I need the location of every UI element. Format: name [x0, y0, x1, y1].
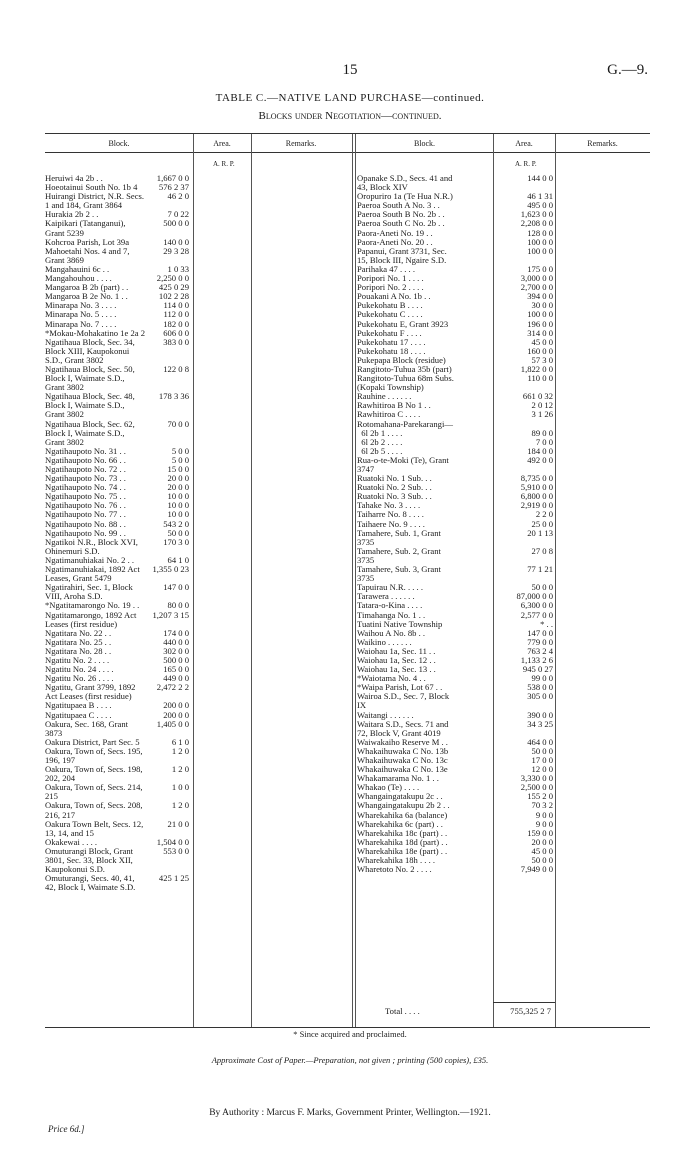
block-name: Waiohau 1a, Sec. 13 . . — [357, 664, 436, 675]
block-name: Ngatihaupoto No. 99 . . — [45, 527, 126, 538]
block-area: 538 0 0 — [527, 682, 553, 693]
block-name: Minarapa No. 3 . . . . — [45, 300, 117, 311]
block-name: Whakaihuwaka C No. 13e — [357, 764, 448, 775]
block-area: 449 0 0 — [163, 673, 189, 684]
block-name: Ngatitara No. 25 . . — [45, 636, 112, 647]
block-name: Whakaihuwaka C No. 13b — [357, 745, 449, 756]
block-area: 1,133 2 6 — [520, 654, 553, 665]
block-name: Pouakani A No. 1b . . — [357, 291, 431, 302]
units-left: A. R. P. — [213, 160, 235, 168]
block-area: 99 0 0 — [531, 673, 553, 684]
header-remarks-right: Remarks. — [587, 139, 618, 148]
block-name: Whakamarama No. 1 . . — [357, 773, 439, 784]
block-area: 500 0 0 — [163, 654, 189, 665]
block-area: 1,207 3 15 — [152, 609, 189, 620]
table-row — [357, 547, 555, 565]
block-name: Wairoa S.D., Sec. 7, Block IX — [357, 691, 450, 711]
right-column — [357, 174, 555, 874]
header-block-right: Block. — [413, 139, 436, 148]
block-area: 20 0 0 — [167, 473, 189, 484]
block-area: 102 2 28 — [158, 291, 189, 302]
block-name: Paora-Aneti No. 19 . . — [357, 227, 433, 238]
table-row — [45, 765, 251, 783]
block-area: 20 0 0 — [531, 836, 553, 847]
block-name: Rangitoto-Tuhua 68m Subs. (Kopaki Township) — [357, 373, 454, 393]
block-area: 50 0 0 — [167, 527, 189, 538]
block-area: 302 0 0 — [163, 645, 189, 656]
block-area: 10 0 0 — [167, 491, 189, 502]
block-name: Minarapa No. 7 . . . . — [45, 318, 117, 329]
block-name: Hoeotainui South No. 1b 4 — [45, 182, 138, 193]
table-title: TABLE C.—NATIVE LAND PURCHASE—continued. — [215, 92, 485, 104]
block-name: Ngatihaupoto No. 88 . . — [45, 518, 126, 529]
block-area: 6,300 0 0 — [520, 600, 553, 611]
block-name: Paeroa South C No. 2b . . — [357, 218, 445, 229]
block-area: 553 0 0 — [163, 845, 189, 856]
page-number: 15 — [342, 62, 358, 78]
block-area: 425 1 25 — [158, 873, 189, 884]
block-area: 3 1 26 — [531, 409, 553, 420]
block-area: 5,910 0 0 — [520, 482, 553, 493]
block-area: 45 0 0 — [531, 845, 553, 856]
block-area: 147 0 0 — [527, 627, 553, 638]
block-name: Ngatitu, Grant 3799, 1892 Act Leases (first residue) — [45, 682, 136, 702]
block-name: Ngatihaupoto No. 74 . . — [45, 482, 126, 493]
block-area: 2,700 0 0 — [520, 282, 553, 293]
block-area: 3,000 0 0 — [520, 273, 553, 284]
table-row — [45, 338, 251, 365]
block-name: Ngatihaupoto No. 77 . . — [45, 509, 126, 520]
block-area: 440 0 0 — [163, 636, 189, 647]
left-column — [45, 174, 251, 892]
block-name: Minarapa No. 5 . . . . — [45, 309, 117, 320]
table-row — [357, 374, 555, 392]
block-name: Waiohau 1a, Sec. 11 . . — [357, 645, 436, 656]
block-area: 779 0 0 — [527, 636, 553, 647]
block-name: Tapuirau N.R. . . . . — [357, 582, 423, 593]
block-area: 128 0 0 — [527, 227, 553, 238]
block-name: Ngatihaua Block, Sec. 34, Block XIII, Kaupokonui S.D., Grant 3802 — [45, 336, 135, 365]
column-divider — [555, 134, 556, 1027]
block-name: Parihaka 47 . . . . — [357, 263, 415, 274]
table-row — [45, 538, 251, 556]
table-row — [45, 847, 251, 874]
block-area: 314 0 0 — [527, 327, 553, 338]
table-row — [357, 692, 555, 710]
block-area: 9 0 0 — [535, 809, 553, 820]
block-name: Ngatitu No. 2 . . . . — [45, 654, 110, 665]
block-area: 2 2 0 — [535, 509, 553, 520]
block-area: 89 0 0 — [531, 427, 553, 438]
block-name: Ngatikoi N.R., Block XVI, Ohinemuri S.D. — [45, 536, 138, 556]
table-row — [45, 192, 251, 210]
table-row — [357, 865, 555, 874]
block-area: 50 0 0 — [531, 582, 553, 593]
block-area: 6,800 0 0 — [520, 491, 553, 502]
block-area: 46 2 0 — [167, 191, 189, 202]
table-header — [45, 134, 650, 153]
block-name: Opanake S.D., Secs. 41 and 43, Block XIV — [357, 173, 453, 193]
block-name: 6l 2b 5 . . . . — [357, 445, 403, 456]
block-name: Hurakia 2b 2 . . — [45, 209, 99, 220]
block-area: 394 0 0 — [527, 291, 553, 302]
block-name: Whakao (Te) . . . . — [357, 782, 420, 793]
block-area: 425 0 29 — [158, 282, 189, 293]
block-area: 184 0 0 — [527, 445, 553, 456]
block-name: Ngatimanuhiakai No. 2 . . — [45, 554, 135, 565]
block-name: Ruatoki No. 1 Sub. . . — [357, 473, 432, 484]
block-name: Ngatihaua Block, Sec. 62, Block I, Waimate S.D., Grant 3802 — [45, 418, 135, 447]
block-name: Pukekohatu C . . . . — [357, 309, 423, 320]
block-name: Oakura, Town of, Secs. 198, 202, 204 — [45, 764, 143, 784]
block-area: 576 2 37 — [158, 182, 189, 193]
block-area: 1 0 0 — [171, 782, 189, 793]
table-row — [45, 801, 251, 819]
block-name: Ngatihaupoto No. 73 . . — [45, 473, 126, 484]
block-area: 383 0 0 — [163, 336, 189, 347]
header-remarks-left: Remarks. — [285, 139, 317, 148]
block-area: 21 0 0 — [167, 818, 189, 829]
block-name: Mangahouhou . . . . — [45, 273, 112, 284]
block-name: Wharekahika 18e (part) . . — [357, 845, 448, 856]
block-area: 20 1 13 — [527, 527, 553, 538]
block-area: 390 0 0 — [527, 709, 553, 720]
block-area: 2,208 0 0 — [520, 218, 553, 229]
block-name: Ngatitara No. 22 . . — [45, 627, 112, 638]
table-row — [357, 456, 555, 474]
block-area: 9 0 0 — [535, 818, 553, 829]
header-area-left: Area. — [213, 139, 231, 148]
block-area: 2,500 0 0 — [520, 782, 553, 793]
block-name: Poripori No. 2 . . . . — [357, 282, 424, 293]
block-name: Taiharre No. 8 . . . . — [357, 509, 424, 520]
table-row — [45, 720, 251, 738]
authority-line: By Authority : Marcus F. Marks, Government Printer, Wellington.—1921. — [209, 1108, 491, 1118]
block-name: *Ngatitamarongo No. 19 . . — [45, 600, 140, 611]
table-row — [357, 565, 555, 583]
block-name: Pukekohatu 18 . . . . — [357, 345, 426, 356]
block-name: Ngatihaupoto No. 31 . . — [45, 445, 126, 456]
block-name: Ngatitu No. 24 . . . . — [45, 664, 114, 675]
block-name: Whangaingatakupu 2c . . — [357, 791, 443, 802]
block-name: Waikino . . . . . . — [357, 636, 412, 647]
block-name: Ngatitu No. 26 . . . . — [45, 673, 114, 684]
block-name: Taihaere No. 9 . . . . — [357, 518, 425, 529]
document-reference: G.—9. — [607, 62, 648, 78]
block-name: Mangaroa B 2b (part) . . — [45, 282, 129, 293]
block-name: Omuturangi, Secs. 40, 41, 42, Block I, Waimate S.D. — [45, 873, 136, 893]
table-row — [45, 219, 251, 237]
block-area: 7,949 0 0 — [520, 864, 553, 875]
table-row — [45, 583, 251, 601]
table-subtitle: Blocks under Negotiation—continued. — [258, 110, 442, 122]
block-name: Ruatoki No. 2 Sub. . . — [357, 482, 432, 493]
block-name: Rawhitiroa C . . . . — [357, 409, 421, 420]
block-area: 46 1 31 — [527, 191, 553, 202]
block-area: 305 0 0 — [527, 691, 553, 702]
block-area: 30 0 0 — [531, 300, 553, 311]
block-area: 114 0 0 — [163, 300, 189, 311]
block-area: 1 2 0 — [171, 745, 189, 756]
block-name: Tatara-o-Kina . . . . — [357, 600, 423, 611]
block-area: 763 2 4 — [527, 645, 553, 656]
block-name: Kaipikari (Tatanganui), Grant 5239 — [45, 218, 126, 238]
block-name: Oakura, Sec. 168, Grant 3873 — [45, 718, 129, 738]
block-area: 606 0 0 — [163, 327, 189, 338]
table-row — [45, 783, 251, 801]
block-area: 2 0 12 — [531, 400, 553, 411]
land-purchase-table — [45, 133, 650, 1028]
header-block-left: Block. — [108, 139, 130, 148]
block-area: 1,405 0 0 — [156, 718, 189, 729]
block-area: 1 2 0 — [171, 764, 189, 775]
block-area: 175 0 0 — [527, 263, 553, 274]
header-area-right: Area. — [515, 139, 533, 148]
block-area: 7 0 0 — [535, 436, 553, 447]
block-area: 170 3 0 — [163, 536, 189, 547]
block-name: Pukekohatu E, Grant 3923 — [357, 318, 449, 329]
table-row — [45, 565, 251, 583]
block-name: Tarawera . . . . . . — [357, 591, 415, 602]
block-area: 140 0 0 — [163, 236, 189, 247]
block-area: 29 3 28 — [163, 245, 189, 256]
block-area: 8,735 0 0 — [520, 473, 553, 484]
block-name: Tamahere, Sub. 2, Grant 3735 — [357, 545, 441, 565]
table-row — [357, 174, 555, 192]
block-name: Pukekohatu 17 . . . . — [357, 336, 426, 347]
block-area: 87,000 0 0 — [516, 591, 553, 602]
block-area: 2,472 2 2 — [156, 682, 189, 693]
table-row — [45, 874, 251, 892]
block-name: Ruatoki No. 3 Sub. . . — [357, 491, 432, 502]
block-name: Huirangi District, N.R. Secs. 1 and 184, Grant 3864 — [45, 191, 145, 211]
block-name: Tamahere, Sub. 1, Grant 3735 — [357, 527, 441, 547]
block-area: 155 2 0 — [527, 791, 553, 802]
table-row — [45, 365, 251, 392]
block-name: Mahoetahi Nos. 4 and 7, Grant 3869 — [45, 245, 130, 265]
block-name: Ngatimanuhiakai, 1892 Act Leases, Grant 5479 — [45, 564, 140, 584]
table-row — [45, 420, 251, 447]
block-area: 70 0 0 — [167, 418, 189, 429]
block-name: Whangaingatakupu 2b 2 . . — [357, 800, 450, 811]
block-name: Ngatitupaea C . . . . — [45, 709, 112, 720]
block-area: 5 0 0 — [171, 445, 189, 456]
block-area: 34 3 25 — [527, 718, 553, 729]
block-name: Wharekahika 6a (balance) — [357, 809, 448, 820]
table-row — [45, 820, 251, 838]
block-area: 57 3 0 — [531, 354, 553, 365]
block-name: Paora-Aneti No. 20 . . — [357, 236, 433, 247]
block-name: *Waiotama No. 4 . . — [357, 673, 426, 684]
block-area: 112 0 0 — [163, 309, 189, 320]
block-area: 3,330 0 0 — [520, 773, 553, 784]
table-row — [45, 611, 251, 629]
block-name: Kohcroa Parish, Lot 39a — [45, 236, 130, 247]
block-name: Rangitoto-Tuhua 35b (part) — [357, 363, 452, 374]
block-area: 144 0 0 — [527, 173, 553, 183]
block-name: Oakura Town Belt, Secs. 12, 13, 14, and 15 — [45, 818, 144, 838]
table-row — [357, 247, 555, 265]
table-row — [45, 747, 251, 765]
block-name: 6l 2b 2 . . . . — [357, 436, 403, 447]
block-name: Ngatitamarongo, 1892 Act Leases (first residue) — [45, 609, 137, 629]
block-area: 1,822 0 0 — [520, 363, 553, 374]
block-area: 10 0 0 — [167, 509, 189, 520]
block-area: 100 0 0 — [527, 245, 553, 256]
block-area: 1,504 0 0 — [156, 836, 189, 847]
block-name: 6l 2b 1 . . . . — [357, 427, 403, 438]
block-area: 495 0 0 — [527, 200, 553, 211]
center-double-divider — [352, 134, 356, 1027]
block-area: 159 0 0 — [527, 827, 553, 838]
block-name: Ngatihaupoto No. 72 . . — [45, 464, 126, 474]
block-area: 77 1 21 — [527, 564, 553, 575]
block-area: 543 2 0 — [163, 518, 189, 529]
block-name: Ngatitupaea B . . . . — [45, 700, 112, 711]
price-note: Price 6d.] — [48, 1124, 85, 1134]
block-area: 110 0 0 — [527, 373, 553, 384]
block-name: Waitangi . . . . . . — [357, 709, 414, 720]
table-row — [357, 720, 555, 738]
block-area: 64 1 0 — [167, 554, 189, 565]
block-area: 160 0 0 — [527, 345, 553, 356]
block-name: Ngatirahiri, Sec. 1, Block VIII, Aroha S.D. — [45, 582, 133, 602]
block-area: 80 0 0 — [167, 600, 189, 611]
block-name: Wharekahika 6c (part) . . — [357, 818, 443, 829]
table-row — [45, 392, 251, 419]
block-area: 5 0 0 — [171, 454, 189, 465]
block-name: Waitara S.D., Secs. 71 and 72, Block V, Grant 4019 — [357, 718, 449, 738]
block-area: 1 2 0 — [171, 800, 189, 811]
block-area: 178 3 36 — [158, 391, 189, 402]
block-name: Oakura, Town of, Secs. 208, 216, 217 — [45, 800, 143, 820]
block-area: 1,623 0 0 — [520, 209, 553, 220]
block-area: 174 0 0 — [163, 627, 189, 638]
block-name: Poripori No. 1 . . . . — [357, 273, 424, 284]
block-area: 7 0 22 — [167, 209, 189, 220]
block-area: 70 3 2 — [531, 800, 553, 811]
block-area: 945 0 27 — [522, 664, 553, 675]
total-label: Total . . . . — [385, 1006, 420, 1016]
block-name: Oakura, Town of, Secs. 214, 215 — [45, 782, 143, 802]
block-name: Paeroa South A No. 3 . . — [357, 200, 440, 211]
block-area: 6 1 0 — [171, 736, 189, 747]
block-name: Rua-o-te-Moki (Te), Grant 3747 — [357, 454, 449, 474]
block-area: 27 0 8 — [531, 545, 553, 556]
block-name: Rotomahana-Parekarangi— — [357, 418, 453, 429]
block-area: 20 0 0 — [167, 482, 189, 493]
units-right: A. R. P. — [515, 160, 537, 168]
block-name: Mangahauini 6c . . — [45, 263, 110, 274]
column-divider — [251, 134, 252, 1027]
block-area: 661 0 32 — [522, 391, 553, 402]
block-area: * . . — [540, 618, 553, 629]
block-name: Okakewai . . . . — [45, 836, 98, 847]
block-area: 464 0 0 — [527, 736, 553, 747]
block-name: *Waipa Parish, Lot 67 . . — [357, 682, 443, 693]
block-name: Papanui, Grant 3731, Sec. 15, Block III, Ngaire S.D. — [357, 245, 447, 265]
block-area: 12 0 0 — [531, 764, 553, 775]
block-name: Tuatini Native Township — [357, 618, 443, 629]
block-name: Heruiwi 4a 2b . . — [45, 173, 103, 183]
block-name: Wharekahika 18c (part) . . — [357, 827, 448, 838]
block-name: Ngatitara No. 28 . . — [45, 645, 112, 656]
block-area: 196 0 0 — [527, 318, 553, 329]
block-name: Timahanga No. 1 . . — [357, 609, 426, 620]
block-area: 182 0 0 — [163, 318, 189, 329]
block-area: 200 0 0 — [163, 700, 189, 711]
block-name: Ngatihaua Block, Sec. 48, Block I, Waimate S.D., Grant 3802 — [45, 391, 135, 420]
block-name: Oakura District, Part Sec. 5 — [45, 736, 140, 747]
block-name: Omuturangi Block, Grant 3801, Sec. 33, Block XII, Kaupokonui S.D. — [45, 845, 134, 875]
block-name: Pukekohatu B . . . . — [357, 300, 423, 311]
block-area: 100 0 0 — [527, 309, 553, 320]
block-name: Waiohau 1a, Sec. 12 . . — [357, 654, 436, 665]
block-area: 10 0 0 — [167, 500, 189, 511]
table-row — [357, 529, 555, 547]
cost-note: Approximate Cost of Paper.—Preparation, not given ; printing (500 copies), £35. — [211, 1055, 489, 1065]
block-name: Pukekohatu F . . . . — [357, 327, 422, 338]
block-area: 492 0 0 — [527, 454, 553, 465]
block-name: Ngatihaupoto No. 76 . . — [45, 500, 126, 511]
block-area: 1,667 0 0 — [156, 173, 189, 183]
block-name: Wharetoto No. 2 . . . . — [357, 864, 432, 875]
block-name: Pukepapa Block (residue) — [357, 354, 446, 365]
block-name: Whakaihuwaka C No. 13c — [357, 755, 448, 765]
block-name: Wharekahika 18h . . . . — [357, 855, 436, 866]
block-name: Rawhitiroa B No 1 . . — [357, 400, 431, 411]
block-name: Waiwakaiho Reserve M . . — [357, 736, 448, 747]
block-name: Rauhine . . . . . . — [357, 391, 412, 402]
block-area: 2,577 0 0 — [520, 609, 553, 620]
block-name: Ngatihaua Block, Sec. 50, Block I, Waimate S.D., Grant 3802 — [45, 363, 135, 393]
block-area: 122 0 8 — [163, 363, 189, 374]
block-area: 25 0 0 — [531, 518, 553, 529]
block-area: 2,919 0 0 — [520, 500, 553, 511]
total-rule — [493, 1002, 555, 1003]
block-name: Waihou A No. 8b . . — [357, 627, 426, 638]
block-name: Tahake No. 3 . . . . — [357, 500, 421, 511]
block-name: Oropuriro 1a (Te Hua N.R.) — [357, 191, 453, 202]
block-area: 17 0 0 — [531, 755, 553, 765]
block-area: 500 0 0 — [163, 218, 189, 229]
table-row — [45, 683, 251, 701]
table-row — [45, 247, 251, 265]
block-area: 50 0 0 — [531, 855, 553, 866]
block-area: 1,355 0 23 — [152, 564, 189, 575]
block-name: Oakura, Town of, Secs. 195, 196, 197 — [45, 745, 143, 765]
block-area: 200 0 0 — [163, 709, 189, 720]
block-area: 100 0 0 — [527, 236, 553, 247]
block-area: 15 0 0 — [167, 464, 189, 474]
block-area: 2,250 0 0 — [156, 273, 189, 284]
block-area: 1 0 33 — [167, 263, 189, 274]
block-name: Mangaroa B 2e No. 1 . . — [45, 291, 128, 302]
block-name: Ngatihaupoto No. 75 . . — [45, 491, 126, 502]
footnote: * Since acquired and proclaimed. — [293, 1029, 407, 1039]
block-area: 165 0 0 — [163, 664, 189, 675]
block-name: *Mokau-Mohakatino 1e 2a 2 — [45, 327, 145, 338]
block-area: 45 0 0 — [531, 336, 553, 347]
block-name: Wharekahika 18d (part) . . — [357, 836, 448, 847]
total-area: 755,325 2 7 — [510, 1006, 551, 1016]
block-name: Ngatihaupoto No. 66 . . — [45, 454, 126, 465]
block-area: 50 0 0 — [531, 745, 553, 756]
block-area: 147 0 0 — [163, 582, 189, 593]
block-name: Tamahere, Sub. 3, Grant 3735 — [357, 564, 441, 584]
block-name: Paeroa South B No. 2b . . — [357, 209, 445, 220]
